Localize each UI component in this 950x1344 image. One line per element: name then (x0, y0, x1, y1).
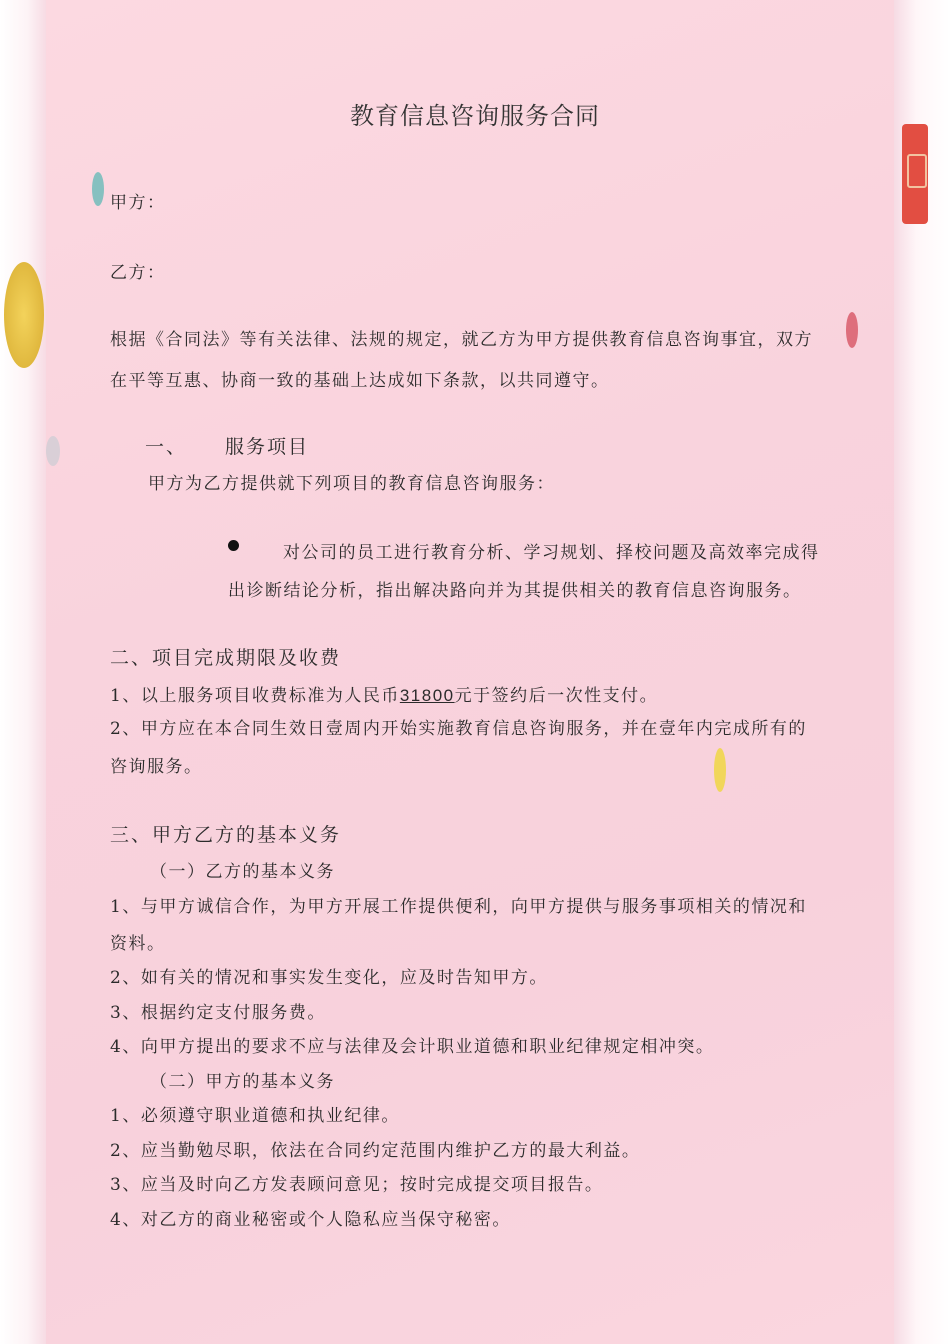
red-dot-decoration-icon (846, 312, 858, 348)
party-a-label: 甲方： (110, 193, 166, 213)
section3-sub1-item: 2、如有关的情况和事实发生变化，应及时告知甲方。 (110, 968, 548, 988)
preamble-line-1: 根据《合同法》等有关法律、法规的规定，就乙方为甲方提供教育信息咨询事宜，双方 (110, 330, 813, 350)
section2-item-2-line-1: 2、甲方应在本合同生效日壹周内开始实施教育信息咨询服务，并在壹年内完成所有的 (110, 719, 807, 739)
fee-prefix: 1、以上服务项目收费标准为人民币 (110, 686, 400, 706)
section3-sub1-item: 3、根据约定支付服务费。 (110, 1003, 326, 1023)
coin-decoration-icon (4, 262, 44, 368)
section3-sub1-item: 4、向甲方提出的要求不应与法律及会计职业道德和职业纪律规定相冲突。 (110, 1037, 715, 1057)
section3-sub2-title: （二）甲方的基本义务 (150, 1072, 335, 1092)
section2-title: 二、项目完成期限及收费 (110, 647, 342, 669)
yellow-dot-decoration-icon (714, 748, 726, 792)
fee-suffix: 元于签约后一次性支付。 (454, 686, 659, 706)
section2-item-2-line-2: 咨询服务。 (110, 757, 203, 777)
section3-title: 三、甲方乙方的基本义务 (110, 824, 342, 846)
preamble-line-2: 在平等互惠、协商一致的基础上达成如下条款，以共同遵守。 (110, 371, 610, 391)
section2-item-1 (110, 681, 658, 706)
section3-sub2-item: 1、必须遵守职业道德和执业纪律。 (110, 1106, 400, 1126)
fee-amount: 31800 (399, 686, 455, 705)
section3-sub1-item: 资料。 (110, 934, 166, 954)
teal-dot-decoration-icon (92, 172, 104, 206)
red-envelope-decoration-icon (902, 124, 928, 224)
section3-sub1-item: 1、与甲方诚信合作，为甲方开展工作提供便利，向甲方提供与服务事项相关的情况和 (110, 897, 807, 917)
section3-sub2-item: 4、对乙方的商业秘密或个人隐私应当保守秘密。 (110, 1210, 511, 1230)
section3-sub2-item: 2、应当勤勉尽职，依法在合同约定范围内维护乙方的最大利益。 (110, 1141, 641, 1161)
section3-sub2-item: 3、应当及时向乙方发表顾问意见；按时完成提交项目报告。 (110, 1175, 604, 1195)
section3-sub1-title: （一）乙方的基本义务 (150, 862, 335, 882)
section1-title: 服务项目 (225, 436, 310, 458)
document-title: 教育信息咨询服务合同 (350, 102, 600, 130)
party-b-label: 乙方： (110, 263, 166, 283)
section1-number: 一、 (145, 436, 188, 458)
gray-dot-decoration-icon (46, 436, 60, 466)
bullet-icon (228, 540, 239, 551)
section1-bullet-line-2: 出诊断结论分析，指出解决路向并为其提供相关的教育信息咨询服务。 (228, 581, 802, 601)
section1-intro: 甲方为乙方提供就下列项目的教育信息咨询服务： (148, 474, 555, 494)
left-margin (0, 0, 46, 1344)
section1-bullet-line-1: 对公司的员工进行教育分析、学习规划、择校问题及高效率完成得 (283, 543, 820, 563)
